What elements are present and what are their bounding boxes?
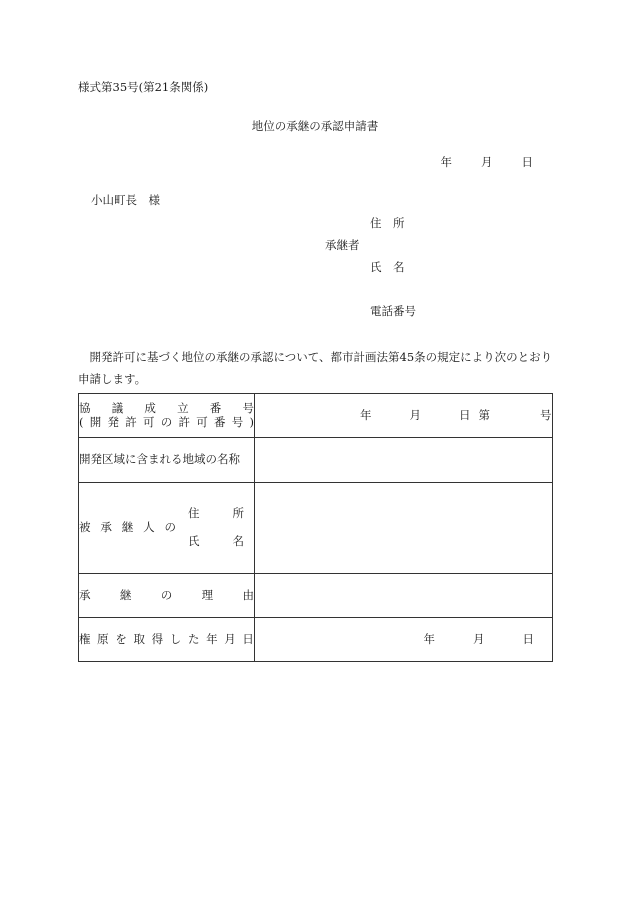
label-char: 開 [89,414,102,429]
predecessor-value[interactable] [255,483,553,574]
label-char: 承 [79,587,91,602]
label-char: 番 [209,400,222,415]
label-char: 住 [188,506,200,521]
predecessor-label [79,483,255,574]
label-char: 名 [232,534,244,548]
table-row [79,438,553,483]
table-row [79,483,553,574]
permit-number-subtitle [79,416,254,430]
row5-year: 年 [423,631,435,646]
label-char: 人 [143,520,155,535]
row1-year: 年 [360,407,372,422]
label-char: 発 [107,414,119,429]
predecessor-title [79,521,176,535]
row1-day: 日 [459,407,471,422]
label-char: 成 [144,400,156,415]
applicant-address-label: 住 所 [370,216,405,230]
row1-number-suffix: 号 [540,407,552,422]
label-char: 可 [196,414,208,429]
title-acquisition-date-label [79,618,255,662]
label-char: 月 [224,631,236,646]
label-char: 被 [79,520,91,535]
form-number: 様式第35号(第21条関係) [78,80,209,94]
year-label: 年 [440,155,452,169]
label-char: の [160,587,173,602]
agreement-number-label [79,394,255,438]
label-char: 許 [178,414,190,429]
label-char: 継 [119,587,132,602]
application-statement: 開発許可に基づく地位の承継の承認について、都市計画法第45条の規定により次のとおり申請します。 [78,350,553,386]
label-char: し [169,631,182,646]
label-char: 取 [133,631,145,646]
applicant-phone-label: 電話番号 [370,304,416,318]
row1-number-prefix: 第 [478,407,490,422]
succession-reason-value[interactable] [255,574,553,618]
month-label: 月 [481,155,493,169]
day-label: 日 [521,155,533,169]
label-char: の [160,414,173,429]
applicant-role-label: 承継者 [325,238,360,252]
submission-date [441,157,534,169]
area-name-label: 開発区域に含まれる地域の名称 [79,438,255,483]
label-char: た [187,631,200,646]
title-acquisition-date-value[interactable] [255,618,553,662]
table-row [79,394,553,438]
application-details-table [78,393,553,662]
label-char: を [115,631,127,646]
label-char: 理 [201,587,214,602]
label-char: 許 [125,414,137,429]
label-char: 権 [79,631,91,646]
label-char: 可 [143,414,155,429]
succession-reason-label [79,574,255,618]
label-char: 原 [97,631,109,646]
applicant-name-label: 氏 名 [370,260,405,274]
table-row [79,574,553,618]
row5-day: 日 [522,631,534,646]
label-char: 所 [232,506,244,521]
label-char: 承 [100,520,112,535]
label-char: 号 [242,400,254,415]
area-name-value[interactable] [255,438,553,483]
label-char: 氏 [188,534,200,548]
agreement-number-value[interactable] [255,394,553,438]
row1-month: 月 [409,407,421,422]
label-char: 番 [214,414,226,429]
label-char: ( [79,414,84,429]
label-char: 協 [79,400,91,415]
predecessor-address-label [188,507,244,521]
form-title: 地位の承継の承認申請書 [251,119,379,133]
label-char: ) [249,414,254,429]
row5-month: 月 [473,631,485,646]
label-char: 由 [242,587,254,602]
label-char: 号 [231,414,244,429]
table-row [79,618,553,662]
label-char: 日 [242,631,254,646]
label-char: の [164,520,176,535]
label-char: 立 [177,400,189,415]
label-char: 議 [111,400,124,415]
addressee: 小山町長 様 [91,193,160,207]
predecessor-name-label [188,535,244,549]
label-char: 得 [151,631,164,646]
label-char: 年 [206,631,218,646]
label-char: 継 [121,520,134,535]
agreement-number-title [79,402,254,416]
